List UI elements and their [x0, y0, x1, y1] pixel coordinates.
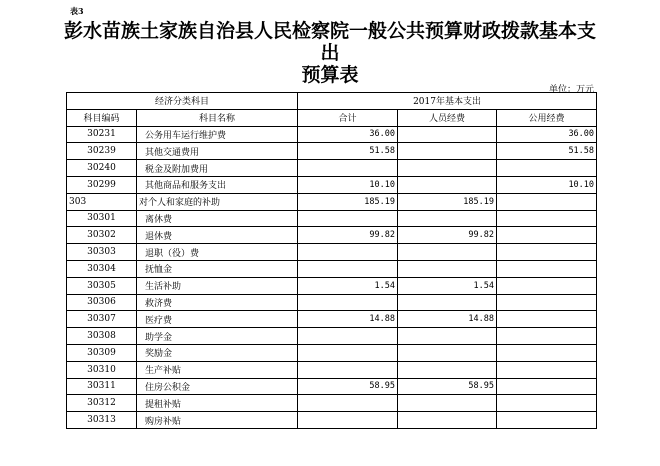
cell-code: 30312 — [67, 395, 137, 412]
cell-public — [497, 294, 597, 311]
cell-total — [298, 412, 398, 429]
cell-public — [497, 277, 597, 294]
cell-total: 185.19 — [298, 193, 398, 210]
table-row — [67, 176, 597, 193]
table-row — [67, 244, 597, 261]
cell-code: 30305 — [67, 277, 137, 294]
cell-public — [497, 395, 597, 412]
cell-personnel — [398, 294, 497, 311]
table-number-label: 表3 — [70, 6, 84, 16]
cell-total — [298, 294, 398, 311]
cell-code: 30299 — [67, 176, 137, 193]
cell-public — [497, 311, 597, 328]
cell-code: 30239 — [67, 143, 137, 160]
cell-public — [497, 193, 597, 210]
unit-label: 单位：万元 — [548, 85, 594, 95]
cell-public: 51.58 — [497, 143, 597, 160]
cell-code: 30303 — [67, 244, 137, 261]
cell-public: 36.00 — [497, 126, 597, 143]
table-row — [67, 378, 597, 395]
header-budget-group: 2017年基本支出 — [298, 93, 597, 110]
cell-personnel: 1.54 — [398, 277, 497, 294]
cell-public — [497, 361, 597, 378]
cell-personnel: 185.19 — [398, 193, 497, 210]
cell-name: 住房公积金 — [137, 378, 298, 395]
cell-name: 奖励金 — [137, 344, 298, 361]
budget-table — [66, 92, 597, 429]
cell-code: 30302 — [67, 227, 137, 244]
table-row — [67, 193, 597, 210]
page-title — [60, 20, 600, 86]
cell-public: 10.10 — [497, 176, 597, 193]
table-row — [67, 294, 597, 311]
cell-name: 其他商品和服务支出 — [137, 176, 298, 193]
cell-personnel — [398, 244, 497, 261]
cell-personnel: 99.82 — [398, 227, 497, 244]
cell-code: 30309 — [67, 344, 137, 361]
cell-code: 30308 — [67, 328, 137, 345]
cell-personnel — [398, 210, 497, 227]
cell-public — [497, 344, 597, 361]
cell-code: 303 — [67, 193, 137, 210]
cell-name: 税金及附加费用 — [137, 160, 298, 177]
header-code: 科目编码 — [67, 109, 137, 126]
cell-code: 30311 — [67, 378, 137, 395]
table-row — [67, 328, 597, 345]
cell-total — [298, 344, 398, 361]
cell-name: 其他交通费用 — [137, 143, 298, 160]
cell-code: 30306 — [67, 294, 137, 311]
cell-personnel — [398, 328, 497, 345]
cell-name: 生活补助 — [137, 277, 298, 294]
cell-total: 51.58 — [298, 143, 398, 160]
cell-total: 1.54 — [298, 277, 398, 294]
cell-code: 30313 — [67, 412, 137, 429]
cell-total: 58.95 — [298, 378, 398, 395]
cell-name: 公务用车运行维护费 — [137, 126, 298, 143]
table-row — [67, 227, 597, 244]
table-row — [67, 412, 597, 429]
cell-public — [497, 378, 597, 395]
cell-total — [298, 328, 398, 345]
cell-public — [497, 260, 597, 277]
cell-total: 14.88 — [298, 311, 398, 328]
cell-personnel — [398, 126, 497, 143]
cell-total — [298, 210, 398, 227]
cell-personnel — [398, 176, 497, 193]
cell-public — [497, 412, 597, 429]
table-row — [67, 210, 597, 227]
header-row-columns — [67, 109, 597, 126]
cell-public — [497, 210, 597, 227]
cell-public — [497, 328, 597, 345]
cell-personnel — [398, 395, 497, 412]
table-row — [67, 395, 597, 412]
cell-name: 生产补贴 — [137, 361, 298, 378]
header-total: 合计 — [298, 109, 398, 126]
cell-name: 助学金 — [137, 328, 298, 345]
cell-total: 36.00 — [298, 126, 398, 143]
cell-personnel — [398, 412, 497, 429]
cell-code: 30301 — [67, 210, 137, 227]
table-body — [67, 126, 597, 428]
header-name: 科目名称 — [137, 109, 298, 126]
cell-personnel: 58.95 — [398, 378, 497, 395]
cell-personnel — [398, 160, 497, 177]
cell-code: 30231 — [67, 126, 137, 143]
cell-name: 离休费 — [137, 210, 298, 227]
cell-code: 30307 — [67, 311, 137, 328]
cell-total — [298, 160, 398, 177]
table-row — [67, 311, 597, 328]
cell-total — [298, 260, 398, 277]
table-row — [67, 344, 597, 361]
cell-name: 提租补贴 — [137, 395, 298, 412]
cell-code: 30240 — [67, 160, 137, 177]
cell-personnel — [398, 361, 497, 378]
cell-name: 抚恤金 — [137, 260, 298, 277]
cell-total: 99.82 — [298, 227, 398, 244]
cell-name: 购房补贴 — [137, 412, 298, 429]
header-row-group — [67, 93, 597, 110]
cell-total — [298, 361, 398, 378]
table-row — [67, 160, 597, 177]
title-line-2: 预算表 — [301, 64, 359, 86]
cell-total: 10.10 — [298, 176, 398, 193]
table-row — [67, 260, 597, 277]
header-econ-group: 经济分类科目 — [67, 93, 298, 110]
cell-personnel — [398, 143, 497, 160]
table-row — [67, 361, 597, 378]
cell-total — [298, 395, 398, 412]
cell-total — [298, 244, 398, 261]
cell-code: 30310 — [67, 361, 137, 378]
cell-name: 对个人和家庭的补助 — [137, 193, 298, 210]
cell-name: 救济费 — [137, 294, 298, 311]
header-personnel: 人员经费 — [398, 109, 497, 126]
cell-name: 退休费 — [137, 227, 298, 244]
cell-public — [497, 244, 597, 261]
cell-personnel: 14.88 — [398, 311, 497, 328]
cell-personnel — [398, 344, 497, 361]
cell-public — [497, 227, 597, 244]
cell-code: 30304 — [67, 260, 137, 277]
cell-public — [497, 160, 597, 177]
cell-name: 医疗费 — [137, 311, 298, 328]
table-row — [67, 126, 597, 143]
cell-personnel — [398, 260, 497, 277]
table-row — [67, 143, 597, 160]
title-line-1: 彭水苗族土家族自治县人民检察院一般公共预算财政拨款基本支出 — [63, 20, 596, 64]
table-row — [67, 277, 597, 294]
header-public: 公用经费 — [497, 109, 597, 126]
cell-name: 退职（役）费 — [137, 244, 298, 261]
